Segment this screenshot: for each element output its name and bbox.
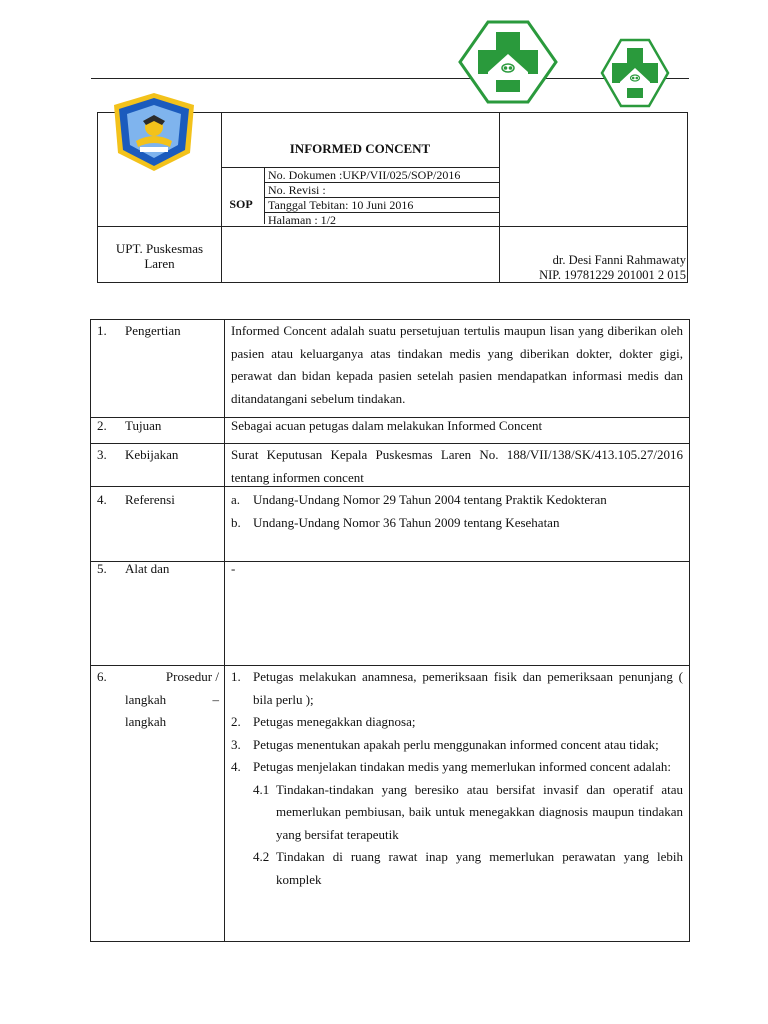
list-item xyxy=(231,512,683,535)
page-number: Halaman : 1/2 xyxy=(268,213,336,227)
section-content-prosedur xyxy=(231,666,683,891)
revision-number: No. Revisi : xyxy=(268,183,326,197)
sub-list-item xyxy=(231,846,683,891)
list-item xyxy=(231,711,683,734)
section-content-kebijakan: Surat Keputusan Kepala Puskesmas Laren No. 188/VII/138/SK/413.105.27/2016 tentang informen concent xyxy=(231,447,683,485)
list-text: Petugas menentukan apakah perlu menggunakan informed concent atau tidak; xyxy=(253,736,659,752)
list-marker: b. xyxy=(231,514,241,530)
list-marker: 4.1 xyxy=(253,781,270,797)
section-label: langkah – xyxy=(125,691,219,707)
document-title: INFORMED CONCENT xyxy=(289,141,431,156)
puskesmas-logo-small xyxy=(600,38,670,108)
list-marker: a. xyxy=(231,492,241,507)
column-divider xyxy=(224,320,225,941)
list-text: Tindakan di ruang rawat inap yang memerlukan perawatan yang lebih komplek xyxy=(276,849,683,887)
list-text: Petugas menjelakan tindakan medis yang memerlukan informed concent adalah: xyxy=(253,759,672,774)
section-label: Pengertian xyxy=(125,323,181,338)
section-number: 5. xyxy=(97,561,107,576)
list-text: Tindakan-tindakan yang beresiko atau bersifat invasif dan operatif atau memerlukan pembiusan, baik untuk menegakkan diagnosis maupun tindakan yang bersifat terapeutik xyxy=(276,781,683,842)
section-content-pengertian: Informed Concent adalah suatu persetujuan tertulis maupun lisan yang diberikan oleh pasien atau keluarganya atas tindakan medis yang diberikan dokter, dokter gigi, perawat dan bidan kepada pasien setelah pasien mendapatkan informasi medis dan ditandatangani sebelum tindakan. xyxy=(231,323,683,406)
document-number: No. Dokumen :UKP/VII/025/SOP/2016 xyxy=(268,168,461,182)
unit-name-line: UPT. Puskesmas xyxy=(115,241,204,256)
section-number: 6. xyxy=(97,669,107,684)
divider xyxy=(264,167,265,224)
regency-crest-logo xyxy=(110,91,198,173)
list-item xyxy=(231,666,683,711)
unit-name xyxy=(98,241,221,271)
section-number: 4. xyxy=(97,492,107,507)
divider xyxy=(98,226,687,227)
section-label: Tujuan xyxy=(125,418,162,433)
section-number: 3. xyxy=(97,447,107,462)
list-marker: 1. xyxy=(231,669,241,684)
section-content-tujuan: Sebagai acuan petugas dalam melakukan Informed Concent xyxy=(231,418,543,433)
section-label: Referensi xyxy=(125,492,175,507)
list-marker: 2. xyxy=(231,714,241,729)
list-item xyxy=(231,756,683,779)
list-marker: 4.2 xyxy=(253,849,270,864)
section-content-alat: - xyxy=(231,561,236,576)
list-text: Petugas menegakkan diagnosa; xyxy=(253,714,416,729)
sop-header-table xyxy=(97,112,688,283)
unit-name-line: Laren xyxy=(144,256,175,271)
list-text: Undang-Undang Nomor 36 Tahun 2009 tentang Kesehatan xyxy=(253,514,560,530)
section-label: Prosedur / xyxy=(165,669,219,684)
sop-label: SOP xyxy=(229,197,253,211)
section-number: 2. xyxy=(97,418,107,433)
signatory xyxy=(500,253,686,283)
list-item xyxy=(231,489,683,512)
section-label: langkah xyxy=(125,714,167,729)
list-item xyxy=(231,734,683,757)
list-text: Petugas melakukan anamnesa, pemeriksaan fisik dan pemeriksaan penunjang ( bila perlu ); xyxy=(253,669,683,707)
section-label: Alat dan xyxy=(125,561,170,576)
list-marker: 3. xyxy=(231,736,241,752)
section-number: 1. xyxy=(97,323,107,338)
issue-date: Tanggal Tebitan: 10 Juni 2016 xyxy=(268,198,414,212)
puskesmas-logo xyxy=(458,20,558,104)
sop-content-table xyxy=(90,319,690,942)
signer-name: dr. Desi Fanni Rahmawaty xyxy=(552,253,686,267)
list-marker: 4. xyxy=(231,759,241,774)
section-content-referensi xyxy=(231,489,683,534)
section-label: Kebijakan xyxy=(125,447,179,462)
list-text: Undang-Undang Nomor 29 Tahun 2004 tentang Praktik Kedokteran xyxy=(253,492,607,507)
sub-list-item xyxy=(231,779,683,847)
signer-nip: NIP. 19781229 201001 2 015 xyxy=(539,268,686,282)
